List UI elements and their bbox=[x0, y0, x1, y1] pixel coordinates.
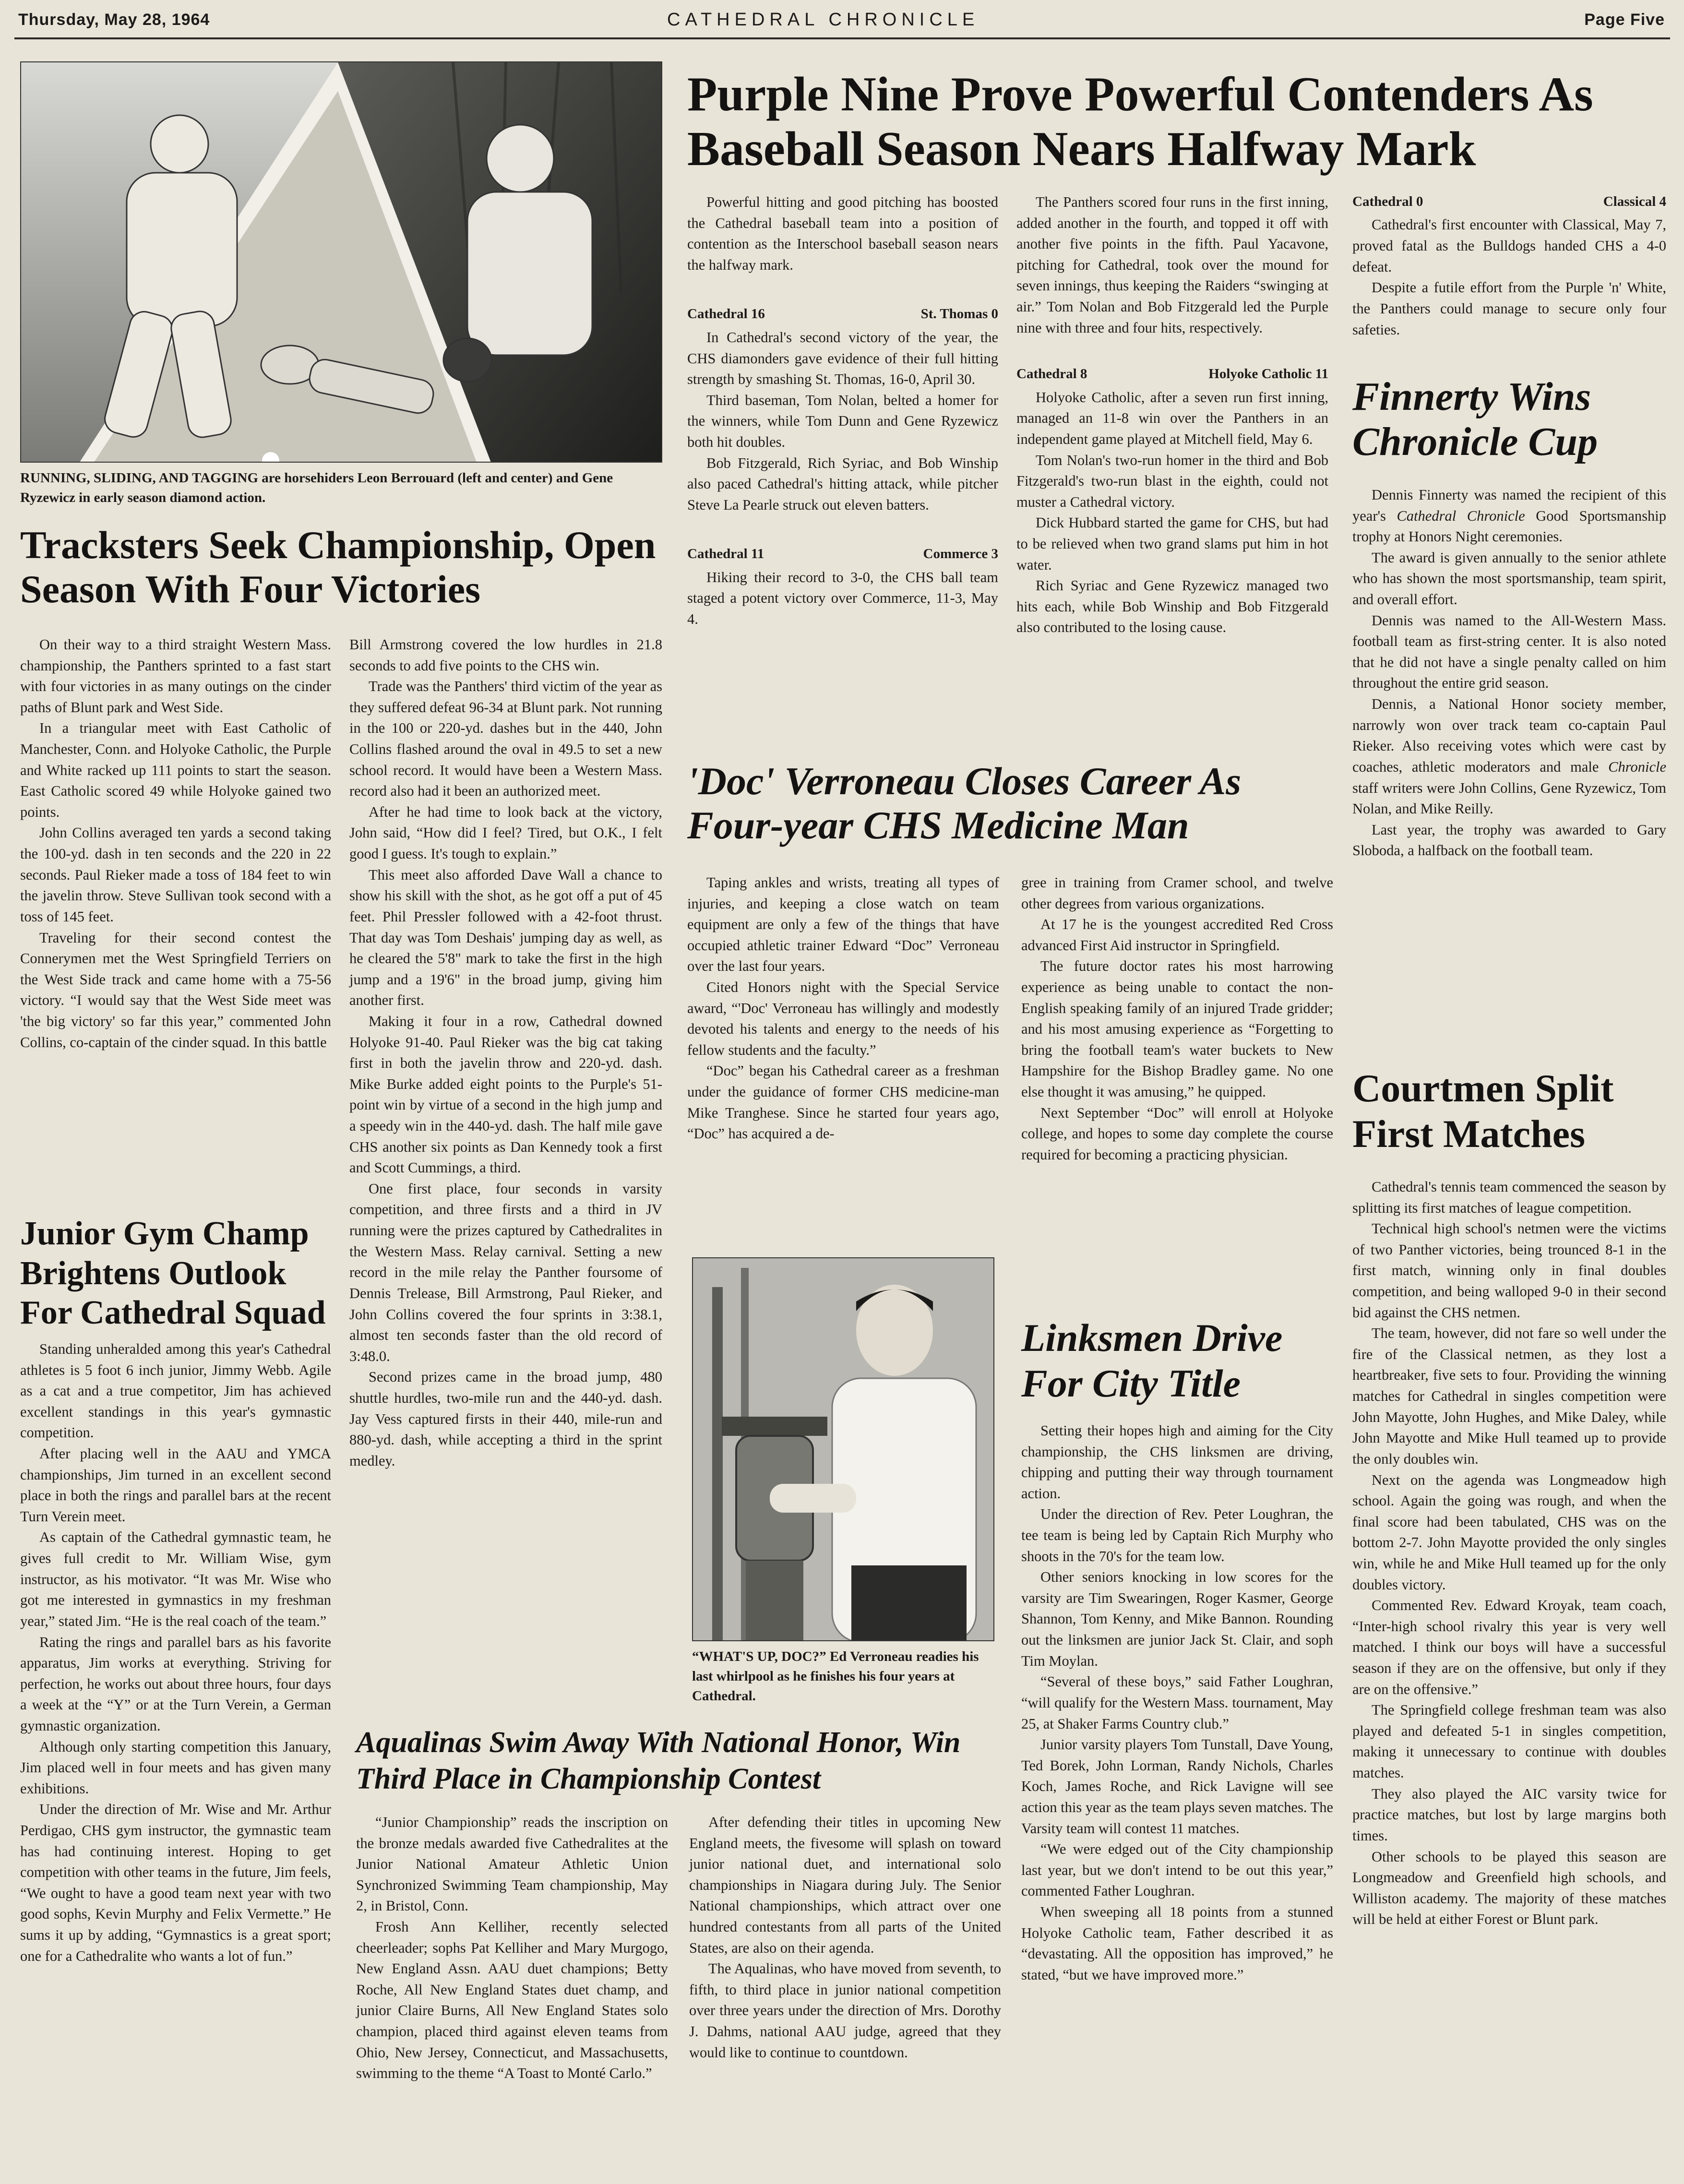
paragraph: Cathedral's tennis team commenced the season by splitting its first matches of league competition. bbox=[1352, 1179, 1666, 1216]
paragraph: “Doc” began his Cathedral career as a freshman under the guidance of former CHS medicine-man Mike Tranghese. Since he started four years ago, “Doc” has acquired a de- bbox=[687, 1062, 999, 1142]
paragraph: Junior varsity players Tom Tunstall, Dave Young, Ted Borek, John Lorman, Randy Nichols, Charles Koch, James Roche, and Rick Lavigne will see action this year as the team plays seven matches. The Varsity team will contest 11 matches. bbox=[1021, 1736, 1333, 1837]
text: Dennis, a National Honor society member, narrowly won over track team co-captain Paul Rieker. Also receiving votes which were cast by coaches, athletic moderators and male bbox=[1352, 696, 1666, 775]
score-left: Cathedral 16 bbox=[687, 306, 765, 322]
paragraph: Third baseman, Tom Nolan, belted a homer for the winners, while Tom Dunn and Gene Ryzewicz both hit doubles. bbox=[687, 392, 998, 450]
baseball-column-2 bbox=[1016, 192, 1328, 638]
baseball-column-1 bbox=[687, 192, 998, 630]
paragraph: Under the direction of Mr. Wise and Mr. Arthur Perdigao, CHS gym instructor, the gymnastic team has had continuing interest. Hoping to get competition with other teams in the future, Jim feels, “We ought to have a good team next year with two good sophs, Kevin Murphy and Felix Vermette.” He sums it up by adding, “Gymnastics is a great sport; one for a Cathedralite who wants a lot of fun.” bbox=[20, 1801, 331, 1964]
doc-headline: 'Doc' Verroneau Closes Career As Four-year CHS Medicine Man bbox=[687, 759, 1242, 847]
paragraph: The team, however, did not fare so well under the fire of the Classical netmen, as they lost a heartbreaker, five sets to four. Providing the winning matches for Cathedral in singles competition were John Mayotte, John Hughes, and Mike Daley, while John Mayotte and Mike Hull teamed up to provide the only doubles win. bbox=[1352, 1325, 1666, 1467]
paragraph: After he had time to look back at the victory, John said, “How did I feel? Tired, but O.K., I felt good I guess. It's tough to explain.” bbox=[349, 803, 662, 862]
paragraph: Last year, the trophy was awarded to Gary Sloboda, a halfback on the football team. bbox=[1352, 821, 1666, 859]
paragraph: Cited Honors night with the Special Service award, “'Doc' Verroneau has willingly and modestly devoted his talents and energy to the needs of his fellow students and the faculty.” bbox=[687, 979, 999, 1058]
paragraph: Trade was the Panthers' third victim of the year as they suffered defeat 96-34 at Blunt park. Not running in the 100 or 220-yd. dashes but in the 440, John Collins flashed around the oval in 49.5 to set a new school record. It would have been a Western Mass. record also had it been an authorized meet. bbox=[349, 678, 662, 800]
text: staff writers were John Collins, Gene Ryzewicz, Tom Nolan, and Mike Reilly. bbox=[1352, 779, 1666, 817]
paragraph: “We were edged out of the City championship last year, but we don't intend to be out this year,” commented Father Loughran. bbox=[1021, 1841, 1333, 1899]
paragraph: Next September “Doc” will enroll at Holyoke college, and hopes to some day complete the course required for becoming a practicing physician. bbox=[1021, 1104, 1333, 1163]
masthead-rule bbox=[14, 37, 1670, 39]
score-line-st-thomas bbox=[687, 304, 998, 324]
paragraph: “Several of these boys,” said Father Loughran, “will qualify for the Western Mass. tournament, May 25, at Shaker Farms Country club.” bbox=[1021, 1673, 1333, 1732]
publication-name: Cathedral Chronicle bbox=[1397, 507, 1525, 524]
paragraph: Rich Syriac and Gene Ryzewicz managed two hits each, while Bob Winship and Bob Fitzgerald also contributed to the losing cause. bbox=[1016, 577, 1328, 636]
paragraph bbox=[1352, 485, 1666, 548]
aqualinas-column-1 bbox=[356, 1812, 668, 2084]
paragraph: In Cathedral's second victory of the year, the CHS diamonders gave evidence of their full hitting strength by smashing St. Thomas, 16-0, April 30. bbox=[687, 329, 998, 388]
paragraph: In a triangular meet with East Catholic of Manchester, Conn. and Holyoke Catholic, the Purple and White racked up 111 points to start the season. East Catholic scored 49 while Holyoke gained two points. bbox=[20, 720, 331, 820]
paragraph: The Springfield college freshman team was also played and defeated 5-1 in singles competition, making it unnecessary to continue with doubles matches. bbox=[1352, 1702, 1666, 1781]
paragraph: The award is given annually to the senior athlete who has shown the most sportsmanship, team spirit, and overall effort. bbox=[1352, 549, 1666, 608]
paragraph: Dennis was named to the All-Western Mass. football team as first-string center. It is also noted that he did not have a single penalty called on him throughout the entire grid season. bbox=[1352, 612, 1666, 692]
gym-headline: Junior Gym Champ Brightens Outlook For Cathedral Squad bbox=[20, 1215, 326, 1332]
paragraph: “Junior Championship” reads the inscription on the bronze medals awarded five Cathedralites at the Junior National Amateur Athletic Union Synchronized Swimming Team championship, May 2, in Bristol, Conn. bbox=[356, 1814, 668, 1914]
paragraph: Taping ankles and wrists, treating all types of injuries, and keeping a close watch on team equipment are only a few of the things that have occupied athletic trainer Edward “Doc” Verroneau over the last four years. bbox=[687, 874, 999, 975]
gym-article bbox=[20, 1339, 331, 1967]
courtmen-article bbox=[1352, 1177, 1666, 1930]
paragraph: Bob Fitzgerald, Rich Syriac, and Bob Winship also paced Cathedral's hitting attack, while pitcher Steve La Pearle struck out eleven batters. bbox=[687, 454, 998, 513]
linksmen-headline: Linksmen Drive For City Title bbox=[1021, 1316, 1283, 1406]
paragraph: One first place, four seconds in varsity competition, and three firsts and a third in JV running were the prizes captured by Cathedralites in the Western Mass. Relay carnival. Setting a new record in the mile relay the Panther foursome of Dennis Trelease, Bill Armstrong, Paul Rieker, and John Collins covered the four sprints in 3:38.1, almost ten seconds faster than the old record of 3:48.0. bbox=[349, 1180, 662, 1364]
baseball-intro: Powerful hitting and good pitching has boosted the Cathedral baseball team into a position of contention as the Interschool baseball season nears the halfway mark. bbox=[687, 194, 998, 273]
aqualinas-column-2 bbox=[689, 1812, 1001, 2063]
paragraph: Making it four in a row, Cathedral downed Holyoke 91-40. Paul Rieker was the big cat taking first in both the javelin throw and 220-yd. dash. Mike Burke added eight points to the Purple's 51-point win by virtue of a second in the high jump and a speedy win in the 440-yd. dash. The half mile gave CHS another six points as Dan Kennedy took a first and Scott Cummings, a third. bbox=[349, 1013, 662, 1176]
aqualinas-headline: Aqualinas Swim Away With National Honor, Win Third Place in Championship Contest bbox=[356, 1726, 961, 1795]
paragraph: After placing well in the AAU and YMCA championships, Jim turned in an excellent second place in both the rings and parallel bars at the recent Turn Verein meet. bbox=[20, 1445, 331, 1525]
paragraph: Other seniors knocking in low scores for the varsity are Tim Swearingen, Roger Kasmer, George Shannon, Tom Kenny, and Mike Bannon. Rounding out the linksmen are junior Jack St. Clair, and soph Tim Moylan. bbox=[1021, 1569, 1333, 1669]
paragraph: On their way to a third straight Western Mass. championship, the Panthers sprinted to a fast start with four victories in as many outings on the cinder paths of Blunt park and West Side. bbox=[20, 636, 331, 716]
paragraph: The Aqualinas, who have moved from seventh, to fifth, to third place in junior national competition over three years under the direction of Mrs. Dorothy J. Dahms, national AAU judge, agreed that they would like to continue to countdown. bbox=[689, 1960, 1001, 2061]
paragraph: Standing unheralded among this year's Cathedral athletes is 5 foot 6 inch junior, Jimmy Webb. Agile as a cat and a true competitor, Jim has achieved excellent standings in this year's gymnastic competition. bbox=[20, 1341, 331, 1441]
paragraph: Rating the rings and parallel bars as his favorite apparatus, Jim works at everything. Striving for perfection, he works out about three hours, four days a week at the “Y” or at the Turn Verein, a German gymnastic organization. bbox=[20, 1634, 331, 1734]
paragraph: gree in training from Cramer school, and twelve other degrees from various organizations. bbox=[1021, 874, 1333, 912]
paragraph: They also played the AIC varsity twice for practice matches, but lost by large margins both times. bbox=[1352, 1785, 1666, 1844]
paragraph: The Panthers scored four runs in the first inning, added another in the fourth, and topped it off with another five points in the fifth. Paul Yacavone, pitching for Cathedral, took over the mound for seven innings, thus keeping the Raiders “swinging at air.” Tom Nolan and Bob Fitzgerald led the Purple nine with three and four hits, respectively. bbox=[1016, 194, 1328, 336]
paragraph: Holyoke Catholic, after a seven run first inning, managed an 11-8 win over the Panthers in an independent game played at Mitchell field, May 6. bbox=[1016, 389, 1328, 447]
paragraph: Under the direction of Rev. Peter Loughran, the tee team is being led by Captain Rich Murphy who shoots in the 70's for the team low. bbox=[1021, 1506, 1333, 1564]
paragraph: Despite a futile effort from the Purple 'n' White, the Panthers could manage to secure only four safeties. bbox=[1352, 279, 1666, 338]
paragraph: Other schools to be played this season are Longmeadow and Greenfield high schools, and Williston academy. The majority of these matches will be held at either Forest or Blunt park. bbox=[1352, 1848, 1666, 1928]
paragraph: Dick Hubbard started the game for CHS, but had to be relieved when two grand slams put him in hot water. bbox=[1016, 514, 1328, 573]
paragraph: John Collins averaged ten yards a second taking the 100-yd. dash in ten seconds and the 220 in 22 seconds. Paul Rieker made a toss of 184 feet to win the javelin throw. Steve Sullivan took second with a toss of 145 feet. bbox=[20, 824, 331, 925]
paragraph: Setting their hopes high and aiming for the City championship, the CHS linksmen are driving, chipping and putting their way through tournament action. bbox=[1021, 1422, 1333, 1502]
paragraph: Next on the agenda was Longmeadow high school. Again the going was rough, and when the final score had been tabulated, CHS was on the bottom 2-7. John Mayotte provided the only singles win, while he and Mike Hull teamed up for the only doubles victory. bbox=[1352, 1471, 1666, 1593]
score-right: Holyoke Catholic 11 bbox=[1208, 366, 1328, 382]
score-line-classical bbox=[1352, 192, 1666, 212]
paragraph bbox=[1352, 694, 1666, 820]
baseball-headline: Purple Nine Prove Powerful Contenders As Baseball Season Nears Halfway Mark bbox=[687, 67, 1593, 177]
paragraph: Bill Armstrong covered the low hurdles in 21.8 seconds to add five points to the CHS win. bbox=[349, 636, 662, 674]
baseball-photo-caption: RUNNING, SLIDING, AND TAGGING are horsehiders Leon Berrouard (left and center) and Gene Ryzewicz in early season diamond action. bbox=[20, 470, 613, 506]
score-line-holyoke-catholic bbox=[1016, 364, 1328, 384]
baseball-column-3 bbox=[1352, 188, 1666, 340]
score-left: Cathedral 8 bbox=[1016, 366, 1087, 382]
paragraph: After defending their titles in upcoming New England meets, the fivesome will splash on toward junior national duet, and international solo championships in Niagara during July. The Senior National championships, which attract over one hundred contestants from all parts of the United States, are also on their agenda. bbox=[689, 1814, 1001, 1956]
doc-photo-caption: “WHAT'S UP, DOC?” Ed Verroneau readies his last whirlpool as he finishes his four years at Cathedral. bbox=[692, 1649, 979, 1704]
paragraph: This meet also afforded Dave Wall a chance to show his skill with the shot, as he got off a put of 45 feet. Phil Pressler followed with a 42-foot thrust. That day was Tom Deshais' jumping day as well, as he cleared the 5'8" mark to take the first in the high jump and a 19'6" in the broad jump, giving him another first. bbox=[349, 866, 662, 1009]
doc-photo bbox=[692, 1257, 994, 1641]
masthead-date: Thursday, May 28, 1964 bbox=[18, 11, 210, 29]
text: Dennis Finnerty was named the recipient of this year's bbox=[1352, 487, 1666, 524]
finnerty-headline: Finnerty Wins Chronicle Cup bbox=[1352, 374, 1598, 465]
paragraph: Cathedral's first encounter with Classical, May 7, proved fatal as the Bulldogs handed CHS a 4-0 defeat. bbox=[1352, 216, 1666, 275]
score-left: Cathedral 11 bbox=[687, 546, 764, 562]
paragraph: Traveling for their second contest the Connerymen met the West Springfield Terriers on the West Side track and came home with a 75-56 victory. “I would say that the West Side meet was 'the big victory' so far this year,” commented John Collins, co-captain of the cinder squad. In this battle bbox=[20, 929, 331, 1050]
paragraph: When sweeping all 18 points from a stunned Holyoke Catholic team, Father described it as “devastating. All the opposition has improved,” he stated, “but we have improved more.” bbox=[1021, 1904, 1333, 1983]
paragraph: Although only starting competition this January, Jim placed well in four meets and has given many exhibitions. bbox=[20, 1738, 331, 1797]
text: Good Sportsmanship trophy at Honors Night ceremonies. bbox=[1352, 507, 1666, 545]
baseball-photo bbox=[20, 61, 662, 463]
doc-column-2 bbox=[1021, 872, 1333, 1166]
courtmen-headline: Courtmen Split First Matches bbox=[1352, 1066, 1614, 1156]
paragraph: Hiking their record to 3-0, the CHS ball team staged a potent victory over Commerce, 11-3, May 4. bbox=[687, 569, 998, 628]
track-column-1 bbox=[20, 634, 331, 1053]
track-column-2 bbox=[349, 634, 662, 1471]
whirlpool-photo-art bbox=[693, 1258, 994, 1641]
paragraph: Frosh Ann Kelliher, recently selected cheerleader; sophs Pat Kelliher and Mary Murgogo, New England Assn. AAU duet champions; Betty Roche, All New England States duet champ, and junior Claire Burns, All New England States solo champion, placed third against eleven teams from Ohio, New Jersey, Connecticut, and Massachusetts, swimming to the theme “A Toast to Monté Carlo.” bbox=[356, 1919, 668, 2082]
masthead-page-number: Page Five bbox=[1584, 11, 1665, 29]
paragraph: Tom Nolan's two-run homer in the third and Bob Fitzgerald's two-run blast in the eighth, could not muster a Cathedral victory. bbox=[1016, 452, 1328, 510]
track-headline: Tracksters Seek Championship, Open Season With Four Victories bbox=[20, 523, 656, 611]
linksmen-article bbox=[1021, 1420, 1333, 1985]
paragraph: Second prizes came in the broad jump, 480 shuttle hurdles, two-mile run and the 440-yd. dash. Jay Vess captured firsts in their 440, mile-run and 880-yd. dash, while accepting a third in the sprint medley. bbox=[349, 1369, 662, 1469]
finnerty-article bbox=[1352, 485, 1666, 861]
score-right: St. Thomas 0 bbox=[920, 306, 998, 322]
doc-column-1 bbox=[687, 872, 999, 1145]
baseball-photo-art bbox=[21, 62, 662, 463]
score-left: Cathedral 0 bbox=[1352, 194, 1423, 209]
score-right: Commerce 3 bbox=[923, 546, 998, 562]
paragraph: Technical high school's netmen were the victims of two Panther victories, being trounced 8-1 in the first match, winning only in final doubles competition, and being walloped 9-0 in their second bid against the CHS netmen. bbox=[1352, 1220, 1666, 1321]
paragraph: As captain of the Cathedral gymnastic team, he gives full credit to Mr. William Wise, gym instructor, as his motivator. “It was Mr. Wise who got me interested in gymnastics in my freshman year,” stated Jim. “He is the real coach of the team.” bbox=[20, 1529, 331, 1629]
paragraph: At 17 he is the youngest accredited Red Cross advanced First Aid instructor in Springfield. bbox=[1021, 916, 1333, 954]
publication-name: Chronicle bbox=[1608, 758, 1666, 775]
score-line-commerce bbox=[687, 544, 998, 564]
paragraph: The future doctor rates his most harrowing experience as being unable to contact the non-English speaking family of an injured Trade gridder; and his most amusing experience as “Forgetting to bring the football team's water buckets to New Hampshire for the Bishop Bradley game. No one else thought it was amusing,” he quipped. bbox=[1021, 958, 1333, 1100]
score-right: Classical 4 bbox=[1603, 194, 1666, 209]
masthead-paper-name: CATHEDRAL CHRONICLE bbox=[667, 10, 979, 30]
paragraph: Commented Rev. Edward Kroyak, team coach, “Inter-high school rivalry this year is very well matched. I think our boys will have a successful season if they are on the offensive, but only if they are on the offensive.” bbox=[1352, 1597, 1666, 1697]
